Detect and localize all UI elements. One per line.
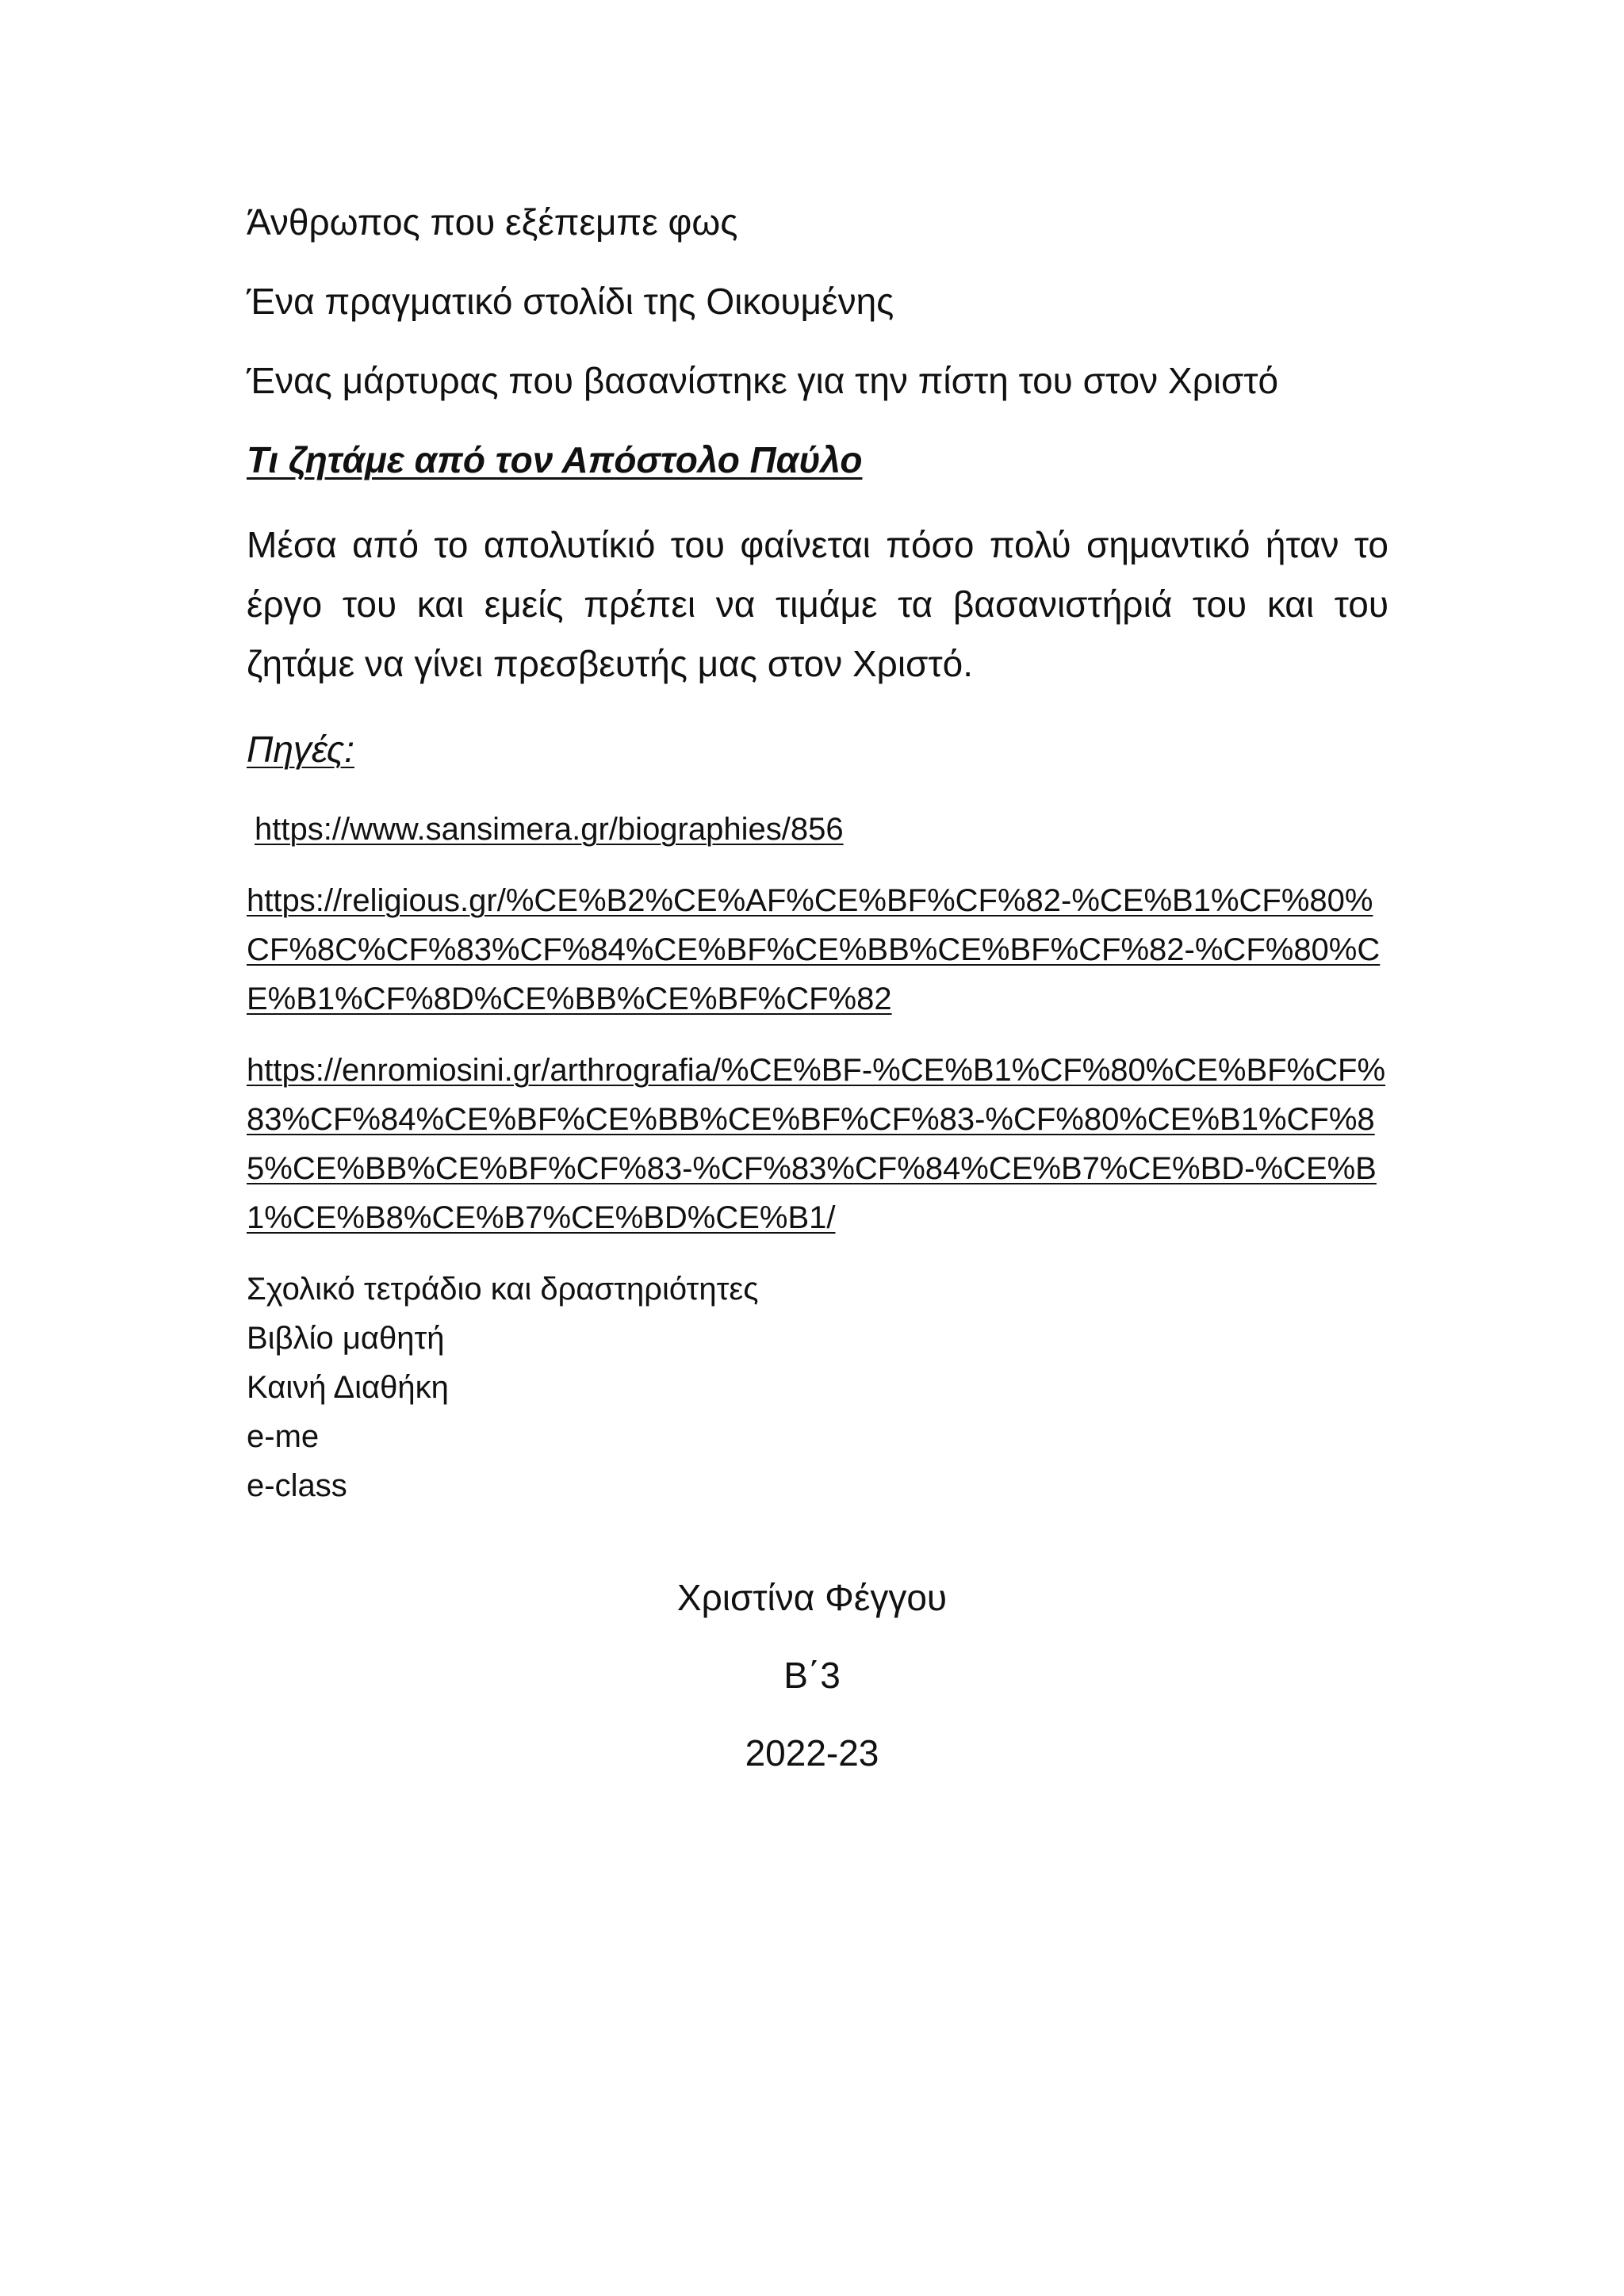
document-footer — [0, 1574, 1624, 1807]
other-source-item: Καινή Διαθήκη — [247, 1370, 449, 1405]
document-body — [247, 198, 1388, 1510]
class-label: Β΄3 — [783, 1655, 841, 1696]
school-year: 2022-23 — [745, 1732, 879, 1774]
intro-line: Άνθρωπος που εξέπεμπε φως — [247, 201, 738, 243]
body-paragraph: Μέσα από το απολυτίκιό του φαίνεται πόσο πολύ σημαντικό ήταν το έργο του και εμείς πρέπει να τιμάμε τα βασανιστήριά του και του ζητάμε να γίνει πρεσβευτής μας στον Χριστό. — [247, 524, 1388, 684]
intro-line: Ένα πραγματικό στολίδι της Οικουμένης — [247, 281, 894, 322]
author-name: Χριστίνα Φέγγου — [676, 1577, 948, 1618]
source-link[interactable]: https://enromiosini.gr/arthrografia/%CE%BF-%CE%B1%CF%80%CE%BF%CF%83%CF%84%CE%BF%CE%BB%CE%BF%CF%83-%CF%80%CE%B1%CF%85%CE%BB%CE%BF%CF%83-%CF%83%CF%84%CE%B7%CE%BD-%CE%B1%CE%B8%CE%B7%CE%BD%CE%B1/ — [247, 1053, 1386, 1235]
section-heading: Τι ζητάμε από τον Απόστολο Παύλο — [247, 439, 863, 480]
source-link[interactable]: https://religious.gr/%CE%B2%CE%AF%CE%BF%CF%82-%CE%B1%CF%80%CF%8C%CF%83%CF%84%CE%BF%CE%BB%CE%BF%CF%82-%CF%80%CE%B1%CF%8D%CE%BB%CE%BF%CF%82 — [247, 883, 1381, 1016]
other-sources-list — [247, 1265, 1388, 1510]
other-source-item: e-class — [247, 1468, 347, 1503]
sources-heading: Πηγές: — [247, 729, 355, 770]
other-source-item: Σχολικό τετράδιο και δραστηριότητες — [247, 1272, 759, 1307]
other-source-item: Βιβλίο μαθητή — [247, 1321, 445, 1356]
intro-line: Ένας μάρτυρας που βασανίστηκε για την πίστη του στον Χριστό — [247, 360, 1279, 401]
other-source-item: e-me — [247, 1419, 320, 1454]
source-links — [247, 805, 1388, 1242]
source-link[interactable]: https://www.sansimera.gr/biographies/856 — [255, 812, 844, 847]
